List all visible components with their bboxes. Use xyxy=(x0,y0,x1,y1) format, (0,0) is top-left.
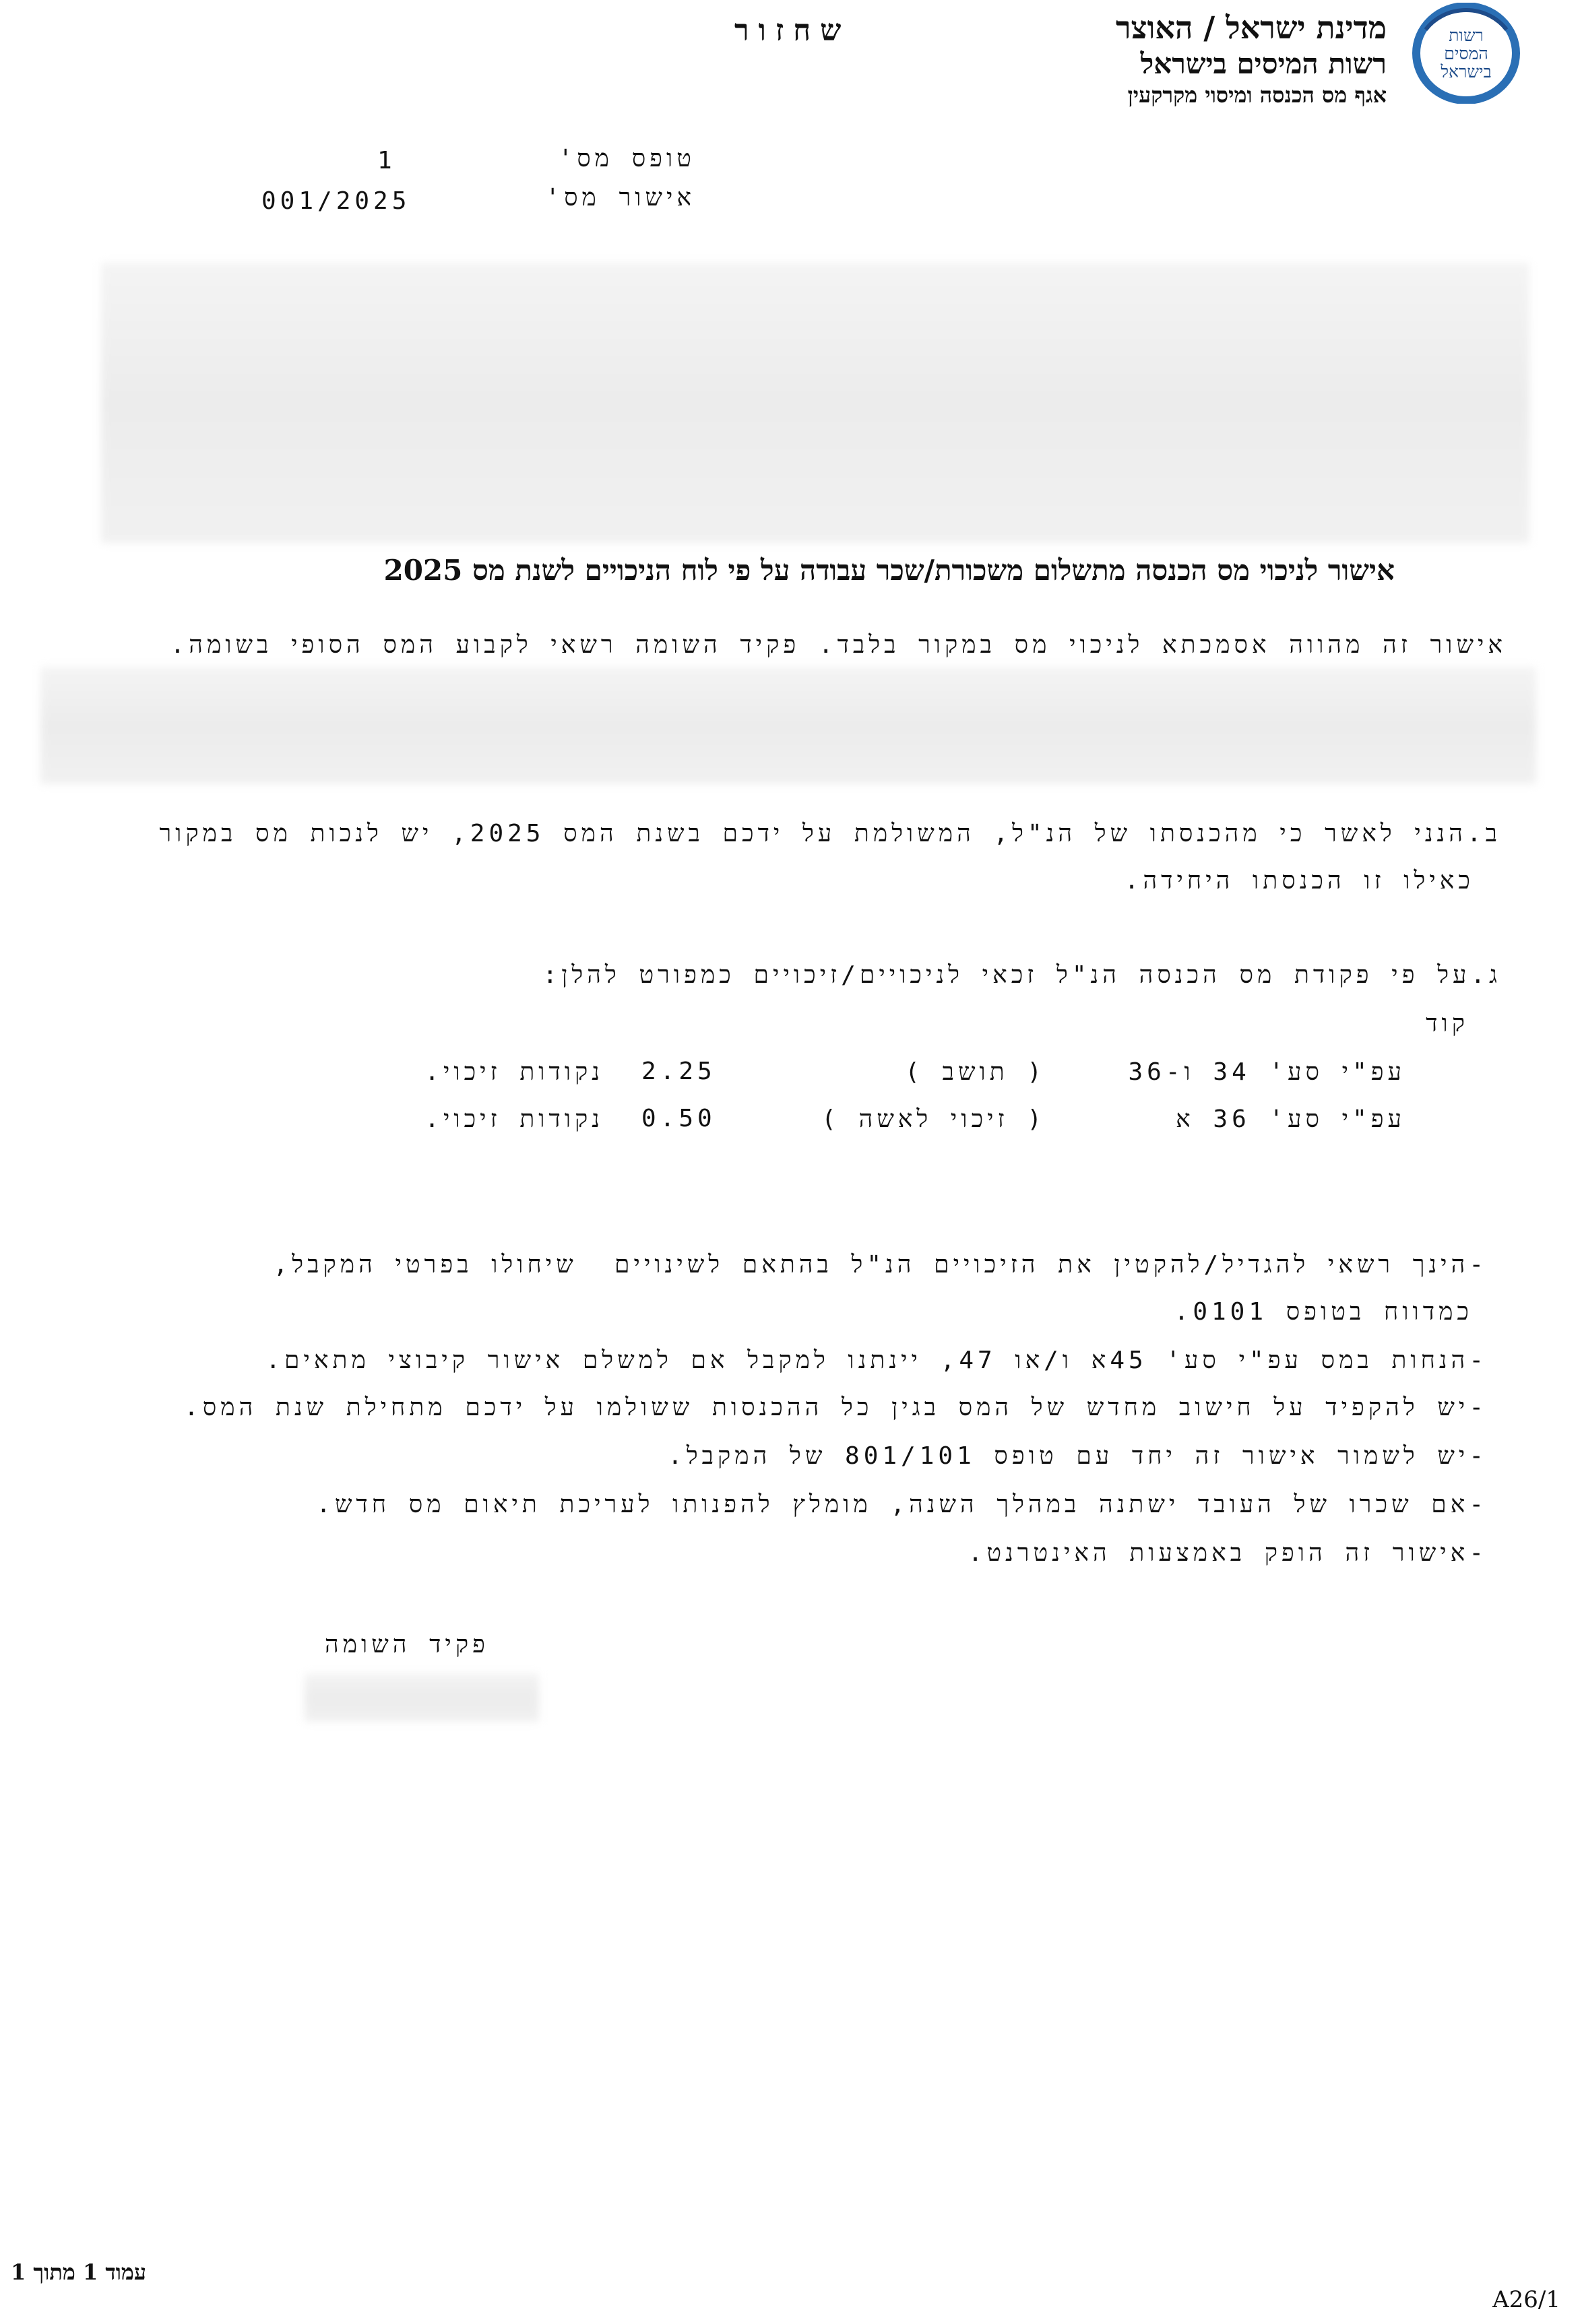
credit-points-value: 0.50 xyxy=(641,1105,716,1132)
tax-authority-logo xyxy=(1412,3,1520,104)
redacted-signature xyxy=(305,1673,539,1722)
section-b-line-2: כאילו זו הכנסתו היחידה. xyxy=(1124,867,1474,895)
logo-line-2: המסים xyxy=(1444,43,1488,63)
return-label: שחזור xyxy=(734,13,851,48)
note-line: -יש לשמור אישור זה יחד עם טופס 801/101 של המקבל. xyxy=(668,1442,1488,1470)
logo-line-3: בישראל xyxy=(1441,61,1492,82)
note-line: -הנחות במס עפ"י סע' 45א ו/או 47, יינתנו למקבל אם למשלם אישור קיבוצי מתאים. xyxy=(265,1347,1488,1374)
credit-description: ( תושב ) xyxy=(905,1058,1046,1086)
ministry-name: מדינת ישראל / האוצר xyxy=(1115,9,1387,46)
authority-name: רשות המיסים בישראל xyxy=(1140,47,1387,80)
credit-section: עפ"י סע' 34 ו-36 xyxy=(1128,1058,1405,1086)
approval-number-label: אישור מס' xyxy=(545,184,695,212)
form-number-label: טופס מס' xyxy=(558,145,695,172)
intro-text: אישור זה מהווה אסמכתא לניכוי מס במקור בלבד. פקיד השומה רשאי לקבוע המס הסופי בשומה. xyxy=(170,631,1507,659)
credit-description: ( זיכוי לאשה ) xyxy=(821,1105,1046,1133)
note-line: -יש להקפיד על חישוב מחדש של המס בגין כל ההכנסות ששולמו על ידכם מתחילת שנת המס. xyxy=(184,1394,1488,1421)
note-line: -אישור זה הופק באמצעות האינטרנט. xyxy=(968,1539,1488,1567)
note-line: -הינך רשאי להגדיל/להקטין את הזיכויים הנ"ל בהתאם לשינויים שיחולו בפרטי המקבל, xyxy=(273,1251,1488,1279)
credit-section: עפ"י סע' 36 א xyxy=(1176,1105,1405,1133)
note-line: כמדווח בטופס 0101. xyxy=(1174,1298,1473,1326)
logo-line-1: רשות xyxy=(1449,25,1484,45)
section-b-line-1: ב.הנני לאשר כי מהכנסתו של הנ"ל, המשולמת על ידכם בשנת המס 2025, יש לנכות מס במקור xyxy=(159,820,1501,847)
credit-points-value: 2.25 xyxy=(641,1058,716,1085)
redacted-employee-block xyxy=(40,667,1536,784)
document-title: אישור לניכוי מס הכנסה מתשלום משכורת/שכר עבודה על פי לוח הניכויים לשנת מס 2025 xyxy=(383,554,1395,587)
section-g-heading: ג.על פי פקודת מס הכנסה הנ"ל זכאי לניכויים/זיכויים כמפורט להלן: xyxy=(542,961,1501,989)
credit-points-unit: נקודות זיכוי. xyxy=(424,1105,604,1133)
redacted-recipient-block xyxy=(101,263,1529,543)
division-name: אגף מס הכנסה ומיסוי מקרקעין xyxy=(1127,82,1387,108)
form-code: A26/1 xyxy=(1492,2286,1560,2313)
code-label: קוד xyxy=(1426,1010,1469,1037)
signature-label: פקיד השומה xyxy=(324,1631,489,1658)
form-number-value: 1 xyxy=(377,147,396,174)
credit-points-unit: נקודות זיכוי. xyxy=(424,1058,604,1086)
logo-text xyxy=(1412,3,1520,104)
note-line: -אם שכרו של העובד ישתנה במהלך השנה, מומלץ להפנותו לעריכת תיאום מס חדש. xyxy=(316,1491,1488,1518)
approval-number-value: 001/2025 xyxy=(261,187,411,215)
page-number: עמוד 1 מתוך 1 xyxy=(11,2259,146,2285)
